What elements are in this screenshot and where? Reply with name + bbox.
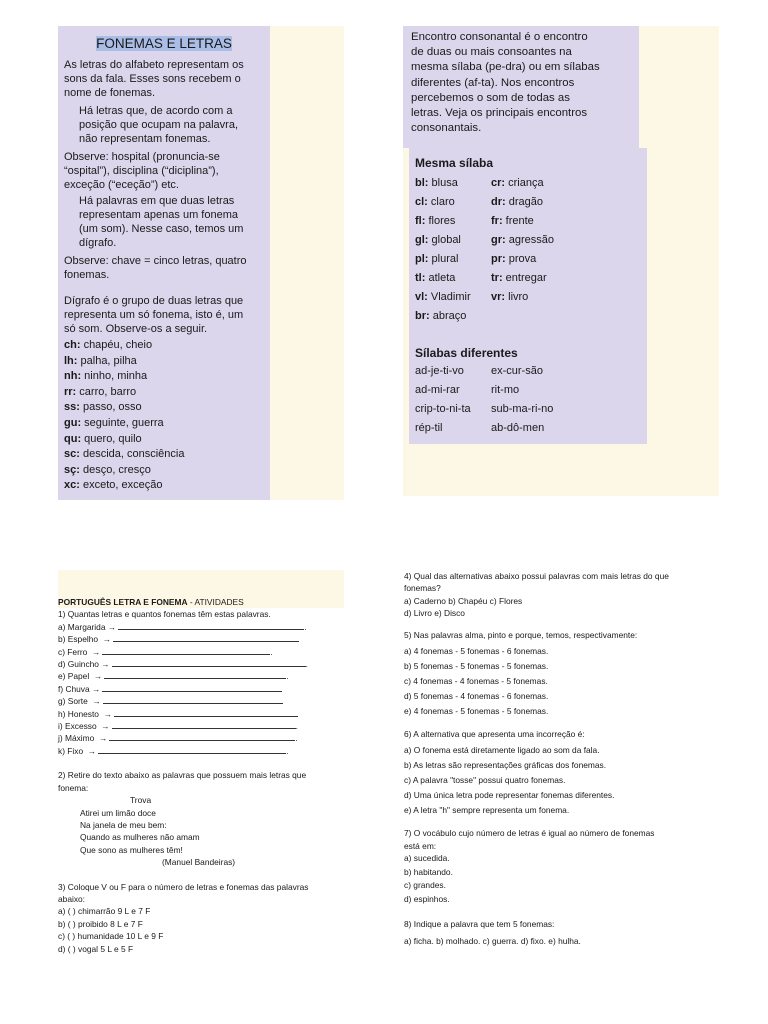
digraph-item: ss: passo, osso [64,401,142,414]
bullet-1: Há letras que, de acordo com a posição que ocupam na palavra, não representam fonemas. [79,105,238,145]
encontro-definition: Encontro consonantal é o encontro de duas ou mais consoantes na mesma sílaba (pe-dra) ou em sílabas diferentes (af-ta). Nos encontros percebemos o som de todas as letras. Veja os principais encontros consonantais. [411,31,600,135]
left-card [58,26,270,500]
q2: 2) Retire do texto abaixo as palavras que possuem mais letras que fonema: [58,770,307,793]
digrafo-definition: Dígrafo é o grupo de duas letras que representa um só fonema, isto é, um só som. Observe-os a seguir. [64,295,244,335]
mesma-col-right [491,174,554,307]
q1-item: j) Máximo → . [58,733,298,744]
encontro-item: br: abraço [415,310,467,322]
q1-item: i) Excesso → . [58,721,298,732]
encontro-item: tr: entregar [491,272,547,284]
encontro-item: cl: claro [415,196,455,208]
encontro-item: gr: agressão [491,234,554,246]
encontro-item: fl: flores [415,215,456,227]
left-card-title: FONEMAS E LETRAS [96,36,232,51]
silabas-diferentes-title: Sílabas diferentes [415,346,518,360]
encontro-item: vr: livro [491,291,529,303]
digraph-item: rr: carro, barro [64,385,137,398]
q1: 1) Quantas letras e quantos fonemas têm estas palavras. [58,609,271,620]
q5-options: a) 4 fonemas - 5 fonemas - 6 fonemas. b) 5 fonemas - 5 fonemas - 5 fonemas. c) 4 fonemas - 4 fonemas - 5 fonemas. d) 5 fonemas - 4 fonemas - 6 fonemas. e) 4 fonemas - 5 fonemas - 5 fonemas. [404,646,549,717]
q1-item: b) Espelho → [58,633,358,645]
q3-item: d) ( ) vogal 5 L e 5 F [58,943,134,954]
q1-item: e) Papel → . [58,671,289,682]
q1-item: k) Fixo → . [58,745,289,756]
encontro-item: vl: Vladimir [415,291,471,303]
worksheet-right [404,570,734,947]
poem: Atirei um limão doce Na janela de meu bem: Quando as mulheres não amam Que sono as mulheres têm! [80,807,200,855]
encontro-item: pl: plural [415,253,459,265]
encontro-item: fr: frente [491,215,534,227]
encontro-item: tl: atleta [415,272,456,284]
digraph-item: sç: desço, cresço [64,463,151,476]
digraph-list [64,338,184,494]
q3-item: c) ( ) humanidade 10 L e 9 F [58,931,164,942]
q8-options: a) ficha. b) molhado. c) guerra. d) fixo. e) hulha. [404,935,581,946]
mesma-silaba-title: Mesma sílaba [415,156,494,170]
q6-options: a) O fonema está diretamente ligado ao som da fala. b) As letras são representações gráficas dos fonemas. c) A palavra "tosse" possui quatro fonemas. d) Uma única letra pode representar fonemas diferentes. e) A letra "h" sempre representa um fonema. [404,745,615,816]
encontro-item: cr: criança [491,177,544,189]
encontro-item: pr: prova [491,253,537,265]
q1-item: a) Margarida → . [58,621,307,632]
q7-options: a) sucedida. b) habitando. c) grandes. d) espinhos. [404,853,453,904]
q1-item: g) Sorte → [58,695,358,707]
encontro-item: dr: dragão [491,196,543,208]
q1-item: h) Honesto → [58,708,358,720]
diferentes-col-right: ex-cur-são rit-mo sub-ma-ri-no ab-dô-men [491,365,554,434]
encontro-item: gl: global [415,234,461,246]
digraph-item: gu: seguinte, guerra [64,416,164,429]
q8: 8) Indique a palavra que tem 5 fonemas: [404,919,555,930]
digraph-item: nh: ninho, minha [64,370,148,383]
q3-item: b) ( ) proibido 8 L e 7 F [58,918,143,929]
worksheet-left [58,596,358,955]
digraph-item: lh: palha, pilha [64,354,137,367]
diferentes-col-left: ad-je-ti-vo ad-mi-rar crip-to-ni-ta rép-til [415,365,471,434]
q5: 5) Nas palavras alma, pinto e porque, temos, respectivamente: [404,629,638,640]
q7: 7) O vocábulo cujo número de letras é igual ao número de fonemas está em: [404,828,655,851]
q3-item: a) ( ) chimarrão 9 L e 7 F [58,906,151,917]
intro: As letras do alfabeto representam os sons da fala. Esses sons recebem o nome de fonemas. [64,59,244,99]
q4: 4) Qual das alternativas abaixo possui palavras com mais letras do que fonemas? [404,571,669,594]
q6: 6) A alternativa que apresenta uma incorreção é: [404,729,585,740]
mesma-col-left [415,174,471,326]
digraph-item: sc: descida, consciência [64,448,185,461]
poem-author: (Manuel Bandeiras) [162,857,236,868]
poem-title: Trova [130,795,152,806]
q1-item: d) Guincho → . [58,659,308,670]
q4-options: a) Caderno b) Chapéu c) Flores d) Livro e) Disco [404,595,523,619]
worksheet-header: PORTUGUÊS LETRA E FONEMA - ATIVIDADES [58,597,244,607]
q1-item: c) Ferro → . [58,646,273,657]
digraph-item: ch: chapéu, cheio [64,339,153,351]
observe-1: Observe: hospital (pronuncia-se “ospital”), disciplina (“diciplina”), exceção (“eceção”) etc. [64,151,220,191]
bullet-2: Há palavras em que duas letras representam apenas um fonema (um som). Nesse caso, temos um dígrafo. [79,195,244,249]
observe-2: Observe: chave = cinco letras, quatro fonemas. [64,255,247,281]
q1-item: f) Chuva → [58,683,358,695]
q3: 3) Coloque V ou F para o número de letras e fonemas das palavras abaixo: [58,881,309,904]
digraph-item: qu: quero, quilo [64,432,142,445]
right-card-lists [409,148,647,444]
digraph-item: xc: exceto, exceção [64,479,163,492]
encontro-item: bl: blusa [415,177,458,189]
right-card-intro [403,26,639,148]
